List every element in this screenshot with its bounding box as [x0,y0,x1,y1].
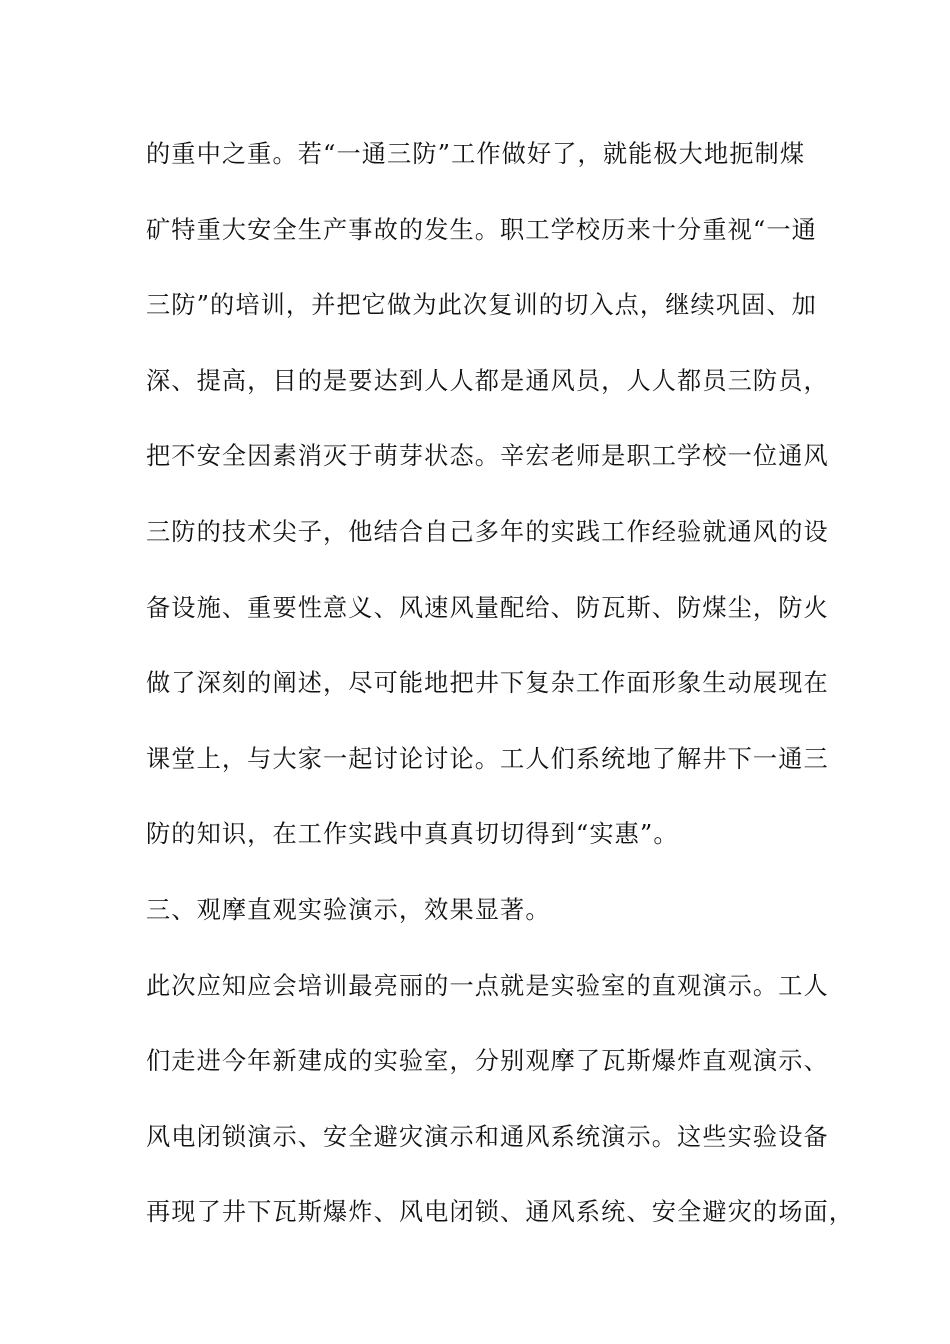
section-heading: 三、观摩直观实验演示，效果显著。 [146,895,551,924]
text-line: 课堂上，与大家一起讨论讨论。工人们系统地了解井下一通三 [146,744,829,773]
body-text [146,126,855,1260]
text-line: 此次应知应会培训最亮丽的一点就是实验室的直观演示。工人 [146,971,829,1000]
text-line: 矿特重大安全生产事故的发生。职工学校历来十分重视“一通 [146,215,817,244]
text-line: 防的知识，在工作实践中真真切切得到“实惠”。 [146,820,679,849]
text-line: 把不安全因素消灭于萌芽状态。辛宏老师是职工学校一位通风 [146,442,829,471]
text-line: 风电闭锁演示、安全避灾演示和通风系统演示。这些实验设备 [146,1122,829,1151]
text-line: 的重中之重。若“一通三防”工作做好了，就能极大地扼制煤 [146,140,806,168]
text-line: 做了深刻的阐述，尽可能地把井下复杂工作面形象生动展现在 [146,669,829,698]
text-line: 们走进今年新建成的实验室，分别观摩了瓦斯爆炸直观演示、 [146,1047,829,1076]
text-line: 三防”的培训，并把它做为此次复训的切入点，继续巩固、加 [146,291,817,320]
text-line: 备设施、重要性意义、风速风量配给、防瓦斯、防煤尘，防火 [146,593,829,622]
text-line: 三防的技术尖子，他结合自己多年的实践工作经验就通风的设 [146,517,829,546]
text-line: 深、提高，目的是要达到人人都是通风员，人人都员三防员， [146,366,829,395]
text-line: 再现了井下瓦斯爆炸、风电闭锁、通风系统、安全避灾的场面， [146,1198,855,1227]
